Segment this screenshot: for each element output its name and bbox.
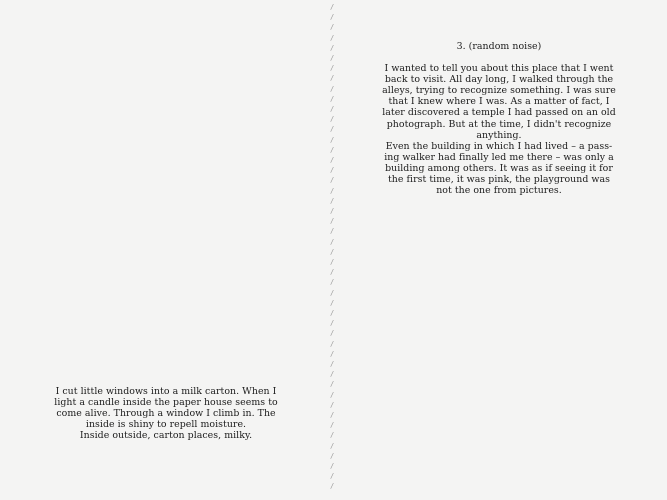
gutter-mark: / [330,227,335,236]
gutter-mark: / [330,156,335,164]
gutter-mark: / [330,298,335,307]
gutter-mark: / [330,23,335,32]
right-page-text [371,41,627,196]
right-text-line: anything. [476,129,522,141]
right-text-line: back to visit. All day long, I walked through the [384,74,614,86]
gutter-mark: / [330,370,335,379]
left-text-line: come alive. Through a window I climb in. The [56,408,276,420]
gutter-mark: / [330,207,335,215]
left-page [0,0,333,500]
gutter-mark: / [330,258,335,266]
right-text-line: Even the building in which I had lived – a pass- [385,140,613,152]
right-text-line: photograph. But at the time, I didn't recognize [386,118,612,130]
gutter-mark: / [330,105,335,113]
gutter-mark: / [330,94,335,103]
gutter-mark: / [330,431,335,440]
gutter-mark: / [330,268,335,277]
gutter-mark: / [330,441,335,450]
gutter-mark: / [330,390,335,399]
left-text-line: inside is shiny to repell moisture. [85,419,247,431]
gutter-mark: / [330,196,335,205]
right-text-line: that I knew where I was. As a matter of fact, I [388,96,610,108]
left-text-line: light a candle inside the paper house seems to [54,397,278,409]
section-heading: 3. (random noise) [456,41,542,52]
gutter-mark: / [330,186,335,195]
gutter-mark: / [330,380,335,389]
gutter-mark: / [330,349,335,358]
gutter-mark: / [330,288,335,297]
gutter-mark: / [330,360,335,368]
gutter-mark: / [330,329,335,338]
gutter-mark: / [330,145,335,154]
gutter-mark: / [330,33,335,42]
left-text-line: Inside outside, carton places, milky. [79,430,253,442]
right-text-line: ing walker had finally led me there – was only a [384,151,614,163]
gutter-mark: / [330,421,335,430]
gutter-mark: / [330,176,335,185]
right-text-line: building among others. It was as if seeing it for [385,162,613,174]
gutter-mark: / [330,64,335,73]
right-text-line: alleys, trying to recognize something. I was sure [382,85,616,97]
gutter-mark: / [330,74,335,83]
gutter-mark: / [330,400,335,409]
gutter-mark: / [330,13,335,22]
gutter-mark: / [330,115,335,124]
gutter-mark: / [330,43,335,52]
right-text-line: the first time, it was pink, the playground was [387,174,610,186]
gutter-mark: / [330,339,335,348]
right-text-line: later discovered a temple I had passed on an old [382,107,616,119]
gutter-mark: / [330,54,335,62]
gutter-mark: / [330,247,335,256]
gutter-mark: / [330,482,335,491]
right-text-line: I wanted to tell you about this place that I went [384,63,614,75]
right-text-line: not the one from pictures. [436,185,562,197]
left-text-line: I cut little windows into a milk carton. When I [55,386,277,397]
gutter-mark: / [330,3,335,11]
gutter-mark: / [330,166,335,175]
gutter-mark: / [330,125,335,134]
gutter-mark: / [330,84,335,93]
gutter-mark: / [330,451,335,460]
gutter-mark: / [330,319,335,328]
gutter-mark: / [330,309,335,317]
gutter-mark: / [330,472,335,481]
gutter-mark: / [330,135,335,144]
left-page-text [34,386,298,441]
gutter-mark: / [330,237,335,246]
gutter-mark: / [330,278,335,287]
right-page [334,0,667,500]
gutter-mark: / [330,462,335,470]
gutter-mark: / [330,411,335,419]
gutter-mark: / [330,217,335,226]
